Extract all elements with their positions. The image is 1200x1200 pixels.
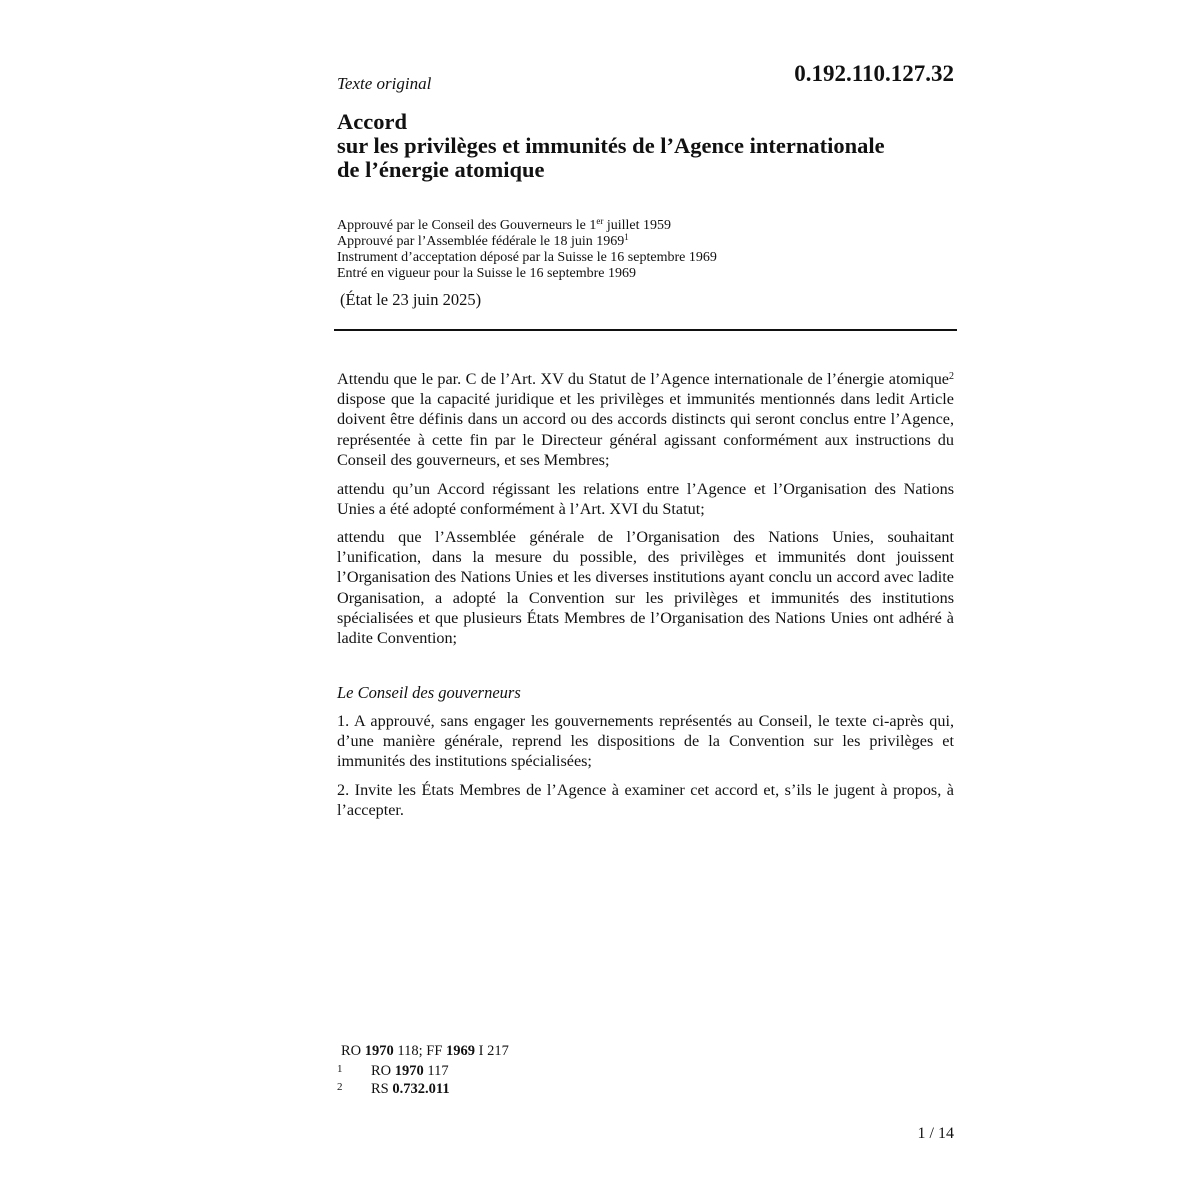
council-item-1: 1. A approuvé, sans engager les gouvernements représentés au Conseil, le texte ci-après qui, d’une manière générale, reprend les dispositions de la Convention sur les privilèges et immunités des institutions spécialisées; <box>337 712 954 771</box>
footnote-ref[interactable]: 2 <box>949 371 954 382</box>
fn-text: I 217 <box>475 1043 509 1059</box>
preamble-paragraph-2: attendu qu’un Accord régissant les relations entre l’Agence et l’Organisation des Nations Unies a été adopté conformément à l’Art. XVI du Statut; <box>337 480 954 519</box>
fn-text: 117 <box>423 1063 449 1079</box>
meta-instrument: Instrument d’acceptation déposé par la Suisse le 16 septembre 1969 <box>337 250 717 265</box>
status-date: (État le 23 juin 2025) <box>340 290 482 309</box>
superscript: er <box>596 216 604 226</box>
fn-bold[interactable]: 0.732.011 <box>392 1081 450 1097</box>
preamble-paragraph-1 <box>337 369 954 470</box>
fn-text: RO <box>341 1043 365 1059</box>
fn-text: RO <box>371 1063 395 1079</box>
fn-text: RS <box>371 1081 393 1097</box>
footnote-publication <box>341 1043 509 1060</box>
sr-number: 0.192.110.127.32 <box>794 61 954 86</box>
preamble-paragraph-3: attendu que l’Assemblée générale de l’Organisation des Nations Unies, souhaitant l’unification, dans la mesure du possible, des privilèges et immunités dont jouissent l’Organisation des Nations Unies et les diverses institutions ayant conclu un accord avec ladite Organisation, a adopté la Convention sur les privilèges et immunités des institutions spécialisées et que plusieurs États Membres de l’Organisation des Nations Unies ont adhéré à ladite Convention; <box>337 528 954 648</box>
fn-bold: 1970 <box>394 1063 424 1079</box>
meta-text: juillet 1959 <box>603 218 671 233</box>
meta-text: Approuvé par l’Assemblée fédérale le 18 juin 1969 <box>337 234 625 249</box>
fn-bold: 1970 <box>364 1043 394 1059</box>
document-title <box>337 110 977 182</box>
footnote-ref[interactable]: 1 <box>624 232 629 242</box>
approval-metadata <box>337 218 977 282</box>
council-heading: Le Conseil des gouverneurs <box>337 683 521 702</box>
title-line-1: Accord <box>337 109 407 134</box>
title-line-3: de l’énergie atomique <box>337 157 545 182</box>
footnote-number: 2 <box>337 1081 343 1093</box>
meta-approved-assembly <box>337 234 977 250</box>
title-line-2: sur les privilèges et immunités de l’Agence internationale <box>337 133 885 158</box>
footnote-1 <box>337 1061 449 1080</box>
council-item-2: 2. Invite les États Membres de l’Agence à examiner cet accord et, s’ils le jugent à propos, à l’accepter. <box>337 781 954 820</box>
meta-entry: Entré en vigueur pour la Suisse le 16 septembre 1969 <box>337 266 636 281</box>
page-number: 1 / 14 <box>917 1125 954 1142</box>
fn-text: 118; FF <box>393 1043 447 1059</box>
paragraph-text: dispose que la capacité juridique et les privilèges et immunités mentionnés dans ledit Article doivent être définis dans un accord ou des accords distincts qui seront conclus entre l’Agence, représentée à cette fin par le Directeur général agissant conformément aux instructions du Conseil des gouverneurs, et ses Membres; <box>337 390 954 469</box>
paragraph-text: Attendu que le par. C de l’Art. XV du Statut de l’Agence internationale de l’énergie atomique <box>337 370 949 388</box>
meta-approved-council <box>337 218 977 234</box>
meta-text: Approuvé par le Conseil des Gouverneurs le 1 <box>337 218 597 233</box>
fn-bold: 1969 <box>446 1043 476 1059</box>
footnote-2 <box>337 1079 450 1098</box>
original-text-label: Texte original <box>337 74 432 93</box>
header-divider <box>334 329 957 331</box>
footnote-number: 1 <box>337 1063 343 1075</box>
